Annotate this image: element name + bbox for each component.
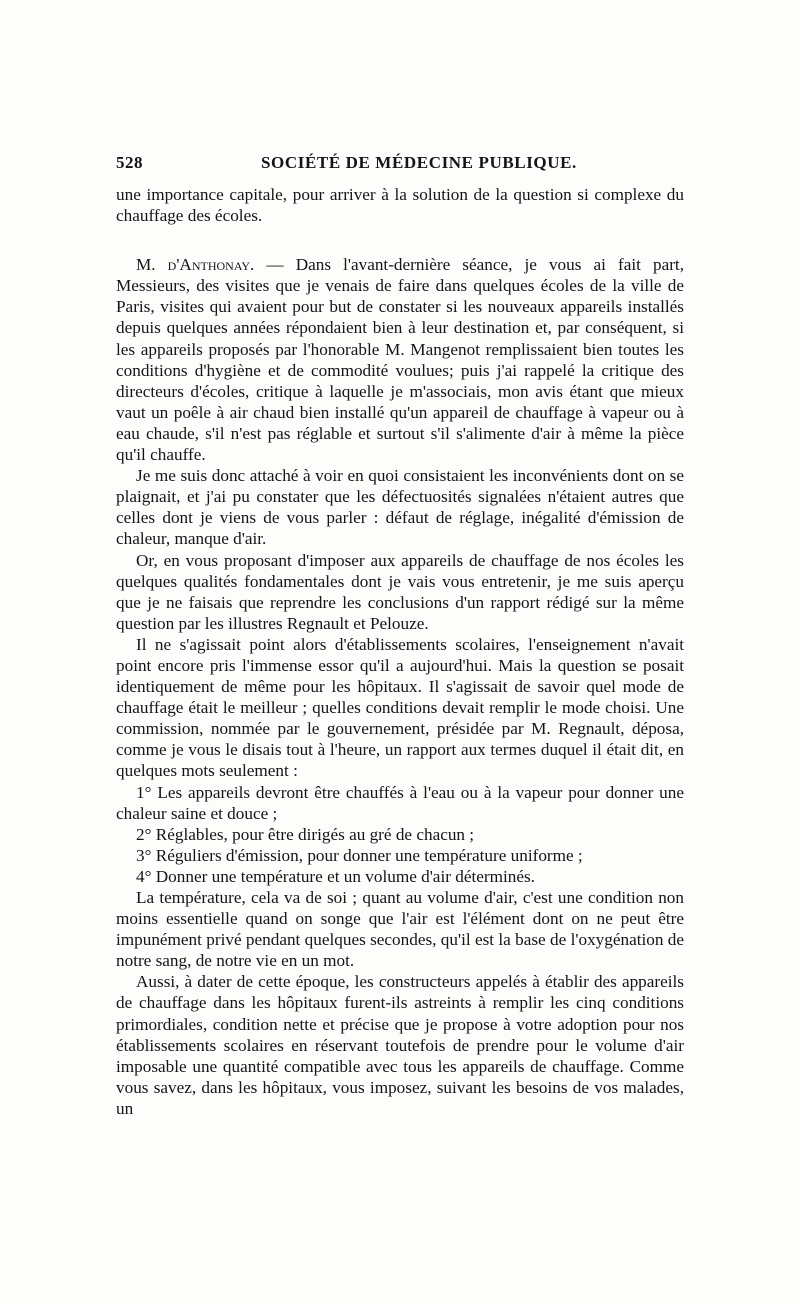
list-item: 3° Réguliers d'émission, pour donner une température uniforme ; xyxy=(136,845,583,865)
page-number: 528 xyxy=(116,153,143,172)
speaker-name: M. d'Anthonay. — xyxy=(136,255,284,275)
speech-text: Dans l'avant-dernière séance, je vous ai fait part, Messieurs, des visites que je venais de faire dans quelques écoles de la ville de Paris, visites qui avaient pour but de constater si les nouveaux appareils installés depuis quelques années répondaient bien à leur destination et, par conséquent, si les appareils proposés par l'honorable M. Mangenot remplissaient bien toutes les conditions d'hygiène et de commodité voulues; puis j'ai rappelé la critique des directeurs d'écoles, critique à laquelle je m'associais, mon avis étant que mieux vaut un poêle à air chaud bien installé qu'un appareil de chauffage à vapeur ou à eau chaude, s'il n'est pas réglable et surtout s'il s'alimente d'air à même la pièce qu'il chauffe. xyxy=(116,255,684,465)
paragraph-speech xyxy=(116,254,684,465)
list-item: 4° Donner une température et un volume d'air déterminés. xyxy=(136,866,535,886)
paragraph-continuation: une importance capitale, pour arriver à la solution de la question si complexe du chauffage des écoles. xyxy=(116,185,684,226)
paragraph: Il ne s'agissait point alors d'établissements scolaires, l'enseignement n'avait point encore pris l'immense essor qu'il a aujourd'hui. Mais la question se posait identiquement de même pour les hôpitaux. Il s'agissait de savoir quel mode de chauffage était le meilleur ; quelles conditions devait remplir le mode choisi. Une commission, nommée par le gouvernement, présidée par M. Regnault, déposa, comme je vous le disais tout à l'heure, un rapport aux termes duquel il était dit, en quelques mots seulement : xyxy=(116,634,684,781)
paragraph: Je me suis donc attaché à voir en quoi consistaient les inconvénients dont on se plaignait, et j'ai pu constater que les défectuosités signalées n'étaient autres que celles dont je viens de vous parler : défaut de réglage, inégalité d'émission de chaleur, manque d'air. xyxy=(116,466,684,549)
paragraph: Aussi, à dater de cette époque, les constructeurs appelés à établir des appareils de chauffage dans les hôpitaux furent-ils astreints à remplir les cinq conditions primordiales, condition nette et précise que je propose à votre adoption pour nos établissements scolaires en réservant toutefois de prendre pour le volume d'air imposable une quantité compatible avec tous les appareils de chauffage. Comme vous savez, dans les hôpitaux, vous imposez, suivant les besoins de vos malades, un xyxy=(116,972,684,1118)
body-text xyxy=(116,184,684,1119)
page-header xyxy=(116,153,684,179)
running-title: SOCIÉTÉ DE MÉDECINE PUBLIQUE. xyxy=(261,153,577,172)
paragraph: La température, cela va de soi ; quant au volume d'air, c'est une condition non moins essentielle quand on songe que l'air est l'élément dont on ne peut être impunément privé pendant quelques secondes, qu'il est la base de l'oxygénation de notre sang, de notre vie en un mot. xyxy=(116,888,684,971)
list-item: 1° Les appareils devront être chauffés à l'eau ou à la vapeur pour donner une chaleur saine et douce ; xyxy=(116,782,684,823)
list-item: 2° Réglables, pour être dirigés au gré de chacun ; xyxy=(136,824,475,844)
paragraph: Or, en vous proposant d'imposer aux appareils de chauffage de nos écoles les quelques qualités fondamentales dont je vais vous entretenir, je me suis aperçu que je ne faisais que reprendre les conclusions d'un rapport rédigé sur la même question par les illustres Regnault et Pelouze. xyxy=(116,550,684,633)
